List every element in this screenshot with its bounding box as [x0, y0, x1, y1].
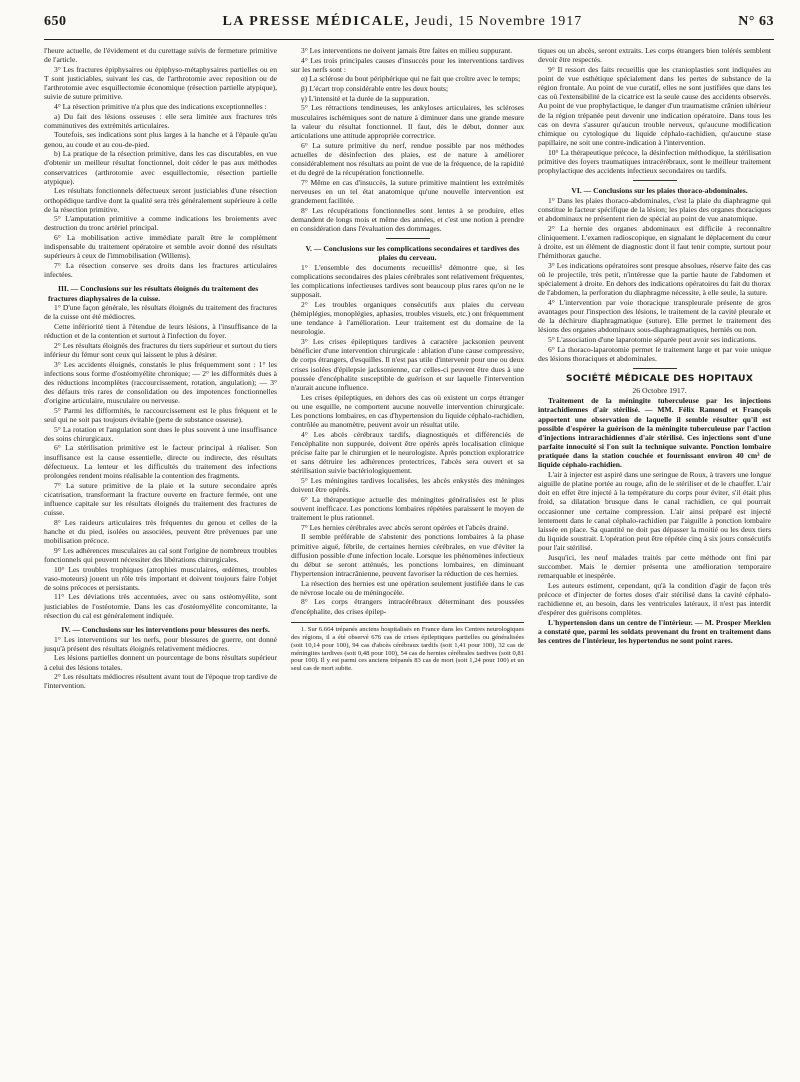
paragraph: 1° L'ensemble des documents recueillis¹ démontre que, si les complications secondaires des plaies cérébrales sont relativement fréquentes, les complications infectieuses tardives sont beaucoup plus rares qu'on ne le supposait. [291, 262, 524, 300]
paragraph: 2° La hernie des organes abdominaux est difficile à reconnaître cliniquement. L'examen radioscopique, en signalant le déplacement du cœur à droite, est un élément de diagnostic dont il faut tenir compte, surtout pour l'hémithorax gauche. [538, 223, 771, 261]
paragraph: 6° La mobilisation active immédiate paraît être le complément indispensable du traitement opératoire et semble avoir donné des résultats supérieurs à ceux de l'immobilisation (Willems). [44, 233, 277, 261]
paragraph: 2° Les résultats médiocres résultent avant tout de l'époque trop tardive de l'intervention. [44, 672, 277, 691]
paragraph: 5° Les rétractions tendineuses, les ankyloses articulaires, les scléroses musculaires ischémiques sont de nature à diminuer dans une grande mesure la valeur du résultat fonctionnel. Il faut, dès le début, donner aux articulations une attitude appropriée correctrice. [291, 103, 524, 140]
paragraph: β) L'écart trop considérable entre les deux bouts; [301, 84, 449, 94]
paragraph: 7° Même en cas d'insuccès, la suture primitive maintient les extrémités nerveuses en un tel état anatomique qu'une nouvelle intervention est grandement facilitée. [291, 177, 524, 205]
column-3 [538, 46, 771, 691]
section-heading-4: IV. — Conclusions sur les interventions pour blessures des nerfs. [61, 624, 270, 634]
paragraph: Les lésions partielles donnent un pourcentage de bons résultats supérieur à celui des lésions totales. [44, 653, 277, 672]
paragraph: 4° L'intervention par voie thoracique transpleurale présente de gros avantages pour l'inspection des lésions, le traitement de la cavité pleurale et de la déchirure diaphragmatique (suture). Elle permet le traitement des lésions des organes abdominaux sous-diaphragmatiques, herniés ou non. [538, 298, 771, 335]
paragraph: 3° Les fractures épiphysaires ou épiphyso-métaphysaires partielles ou en T sont justiciables, suivant les cas, de l'arthrotomie avec reposition ou de l'arthrotomie avec esquillectomie économique (résection partielle atypique), suivie de suture primitive. [44, 64, 277, 102]
section-divider [633, 368, 677, 369]
paragraph: 3° Les interventions ne doivent jamais être faites en milieu suppurant. [301, 46, 513, 55]
paragraph: L'air à injecter est aspiré dans une seringue de Roux, à travers une longue aiguille de platine portée au rouge, afin de le stériliser et de le chauffer. L'air doit en effet être injecté à la température du corps pour éviter, s'il était plus froid, sa dilatation brusque dans le canal rachidien, ce qui pourrait occasionner une certaine compression. L'air ainsi préparé est injecté lentement dans le canal céphalo-rachidien par l'aiguille à ponction lombaire laissée en place. Sa quantité ne doit pas dépasser la moitié ou les deux tiers du liquide soustrait. L'opération peut être répétée cinq à six jours consécutifs pour l'air stérilisé. [538, 470, 771, 553]
column-1 [44, 46, 277, 691]
paragraph: α) La sclérose du bout périphérique qui ne fait que croître avec le temps; [301, 74, 521, 84]
paragraph: 6° La thérapeutique actuelle des méningites généralisées est le plus souvent inefficace. Les ponctions lombaires répétées paraissent le moyen de traitement le plus rationnel. [291, 494, 524, 523]
issue-date: Jeudi, 15 Novembre 1917 [414, 14, 583, 29]
paragraph: 5° Les méningites tardives localisées, les abcès enkystés des méninges doivent être opérés. [291, 475, 524, 495]
paragraph: 2° Les troubles organiques consécutifs aux plaies du cerveau (hémiplégies, monoplégies, aphasies, troubles visuels, etc.) ont fréquemment une tendance à l'amélioration. Leur traitement est du domaine de la neurologie. [291, 299, 524, 337]
column-2 [291, 46, 524, 691]
paragraph: 6° La suture primitive du nerf, rendue possible par nos méthodes actuelles de désinfection des plaies, est de nature à améliorer considérablement nos résultats au point de vue de la fréquence, de la rapidité et du degré de la récupération fonctionnelle. [291, 140, 524, 178]
paragraph: 1° D'une façon générale, les résultats éloignés du traitement des fractures de la cuisse ont été médiocres. [44, 303, 277, 322]
paragraph: Cette infériorité tient à l'étendue de leurs lésions, à l'insuffisance de la réduction et de la contention et surtout à l'infection du foyer. [44, 321, 277, 341]
paragraph: 10° Les troubles trophiques (atrophies musculaires, œdèmes, troubles vaso-moteurs) jouent un rôle très important et doivent toujours faire l'objet de soins précoces et persistants. [44, 564, 277, 592]
paragraph: 8° Les corps étrangers intracérébraux déterminant des poussées d'encéphalite, des crises épilep- [291, 597, 524, 616]
section-heading-6: VI. — Conclusions sur les plaies thoraco-abdominales. [571, 186, 748, 196]
paragraph: 5° Parmi les difformités, le raccourcissement est le plus fréquent et le seul qui ne soit pas toujours évitable (perte de substance osseuse). [44, 405, 277, 424]
section-heading-3: III. — Conclusions sur les résultats éloignés du traitement des fractures diaphysaires de la cuisse. [48, 284, 259, 303]
paragraph: La résection des hernies est une opération seulement justifiée dans le cas de névrose locale ou de méningocèle. [291, 578, 524, 597]
paragraph: 4° La résection primitive n'a plus que des indications exceptionnelles : [54, 101, 267, 111]
society-date: 26 Octobre 1917. [632, 386, 687, 396]
society-heading: SOCIÉTÉ MÉDICALE DES HOPITAUX [565, 373, 754, 385]
article-title: Traitement de la méningite tuberculeuse par les injections intrachidiennes d'air stérilisé. — MM. Félix Ramond et François apportent une observation de laquelle il semble résulter qu'il est possible d'espérer la guérison de la méningite tuberculeuse par l'action d'injections intrarachidiennes d'air stérilisé. Ces injections sont d'une parfaite innocuité si l'on suit la technique suivante. Ponction lombaire pratiquée dans la station couchée et fournissant environ 40 cm³ de liquide céphalo-rachidien. [538, 396, 771, 470]
paragraph: Jusqu'ici, les neuf malades traités par cette méthode ont fini par succomber. Mais le dernier présenta une amélioration temporaire remarquable et inespérée. [538, 552, 771, 581]
paragraph: 10° La thérapeutique précoce, la désinfection méthodique, la stérilisation primitive des foyers traumatiques intracérébraux, sont le meilleur traitement prophylactique des accidents infectieux secondaires ou tardifs. [538, 147, 771, 176]
paragraph: 9° Les adhérences musculaires au cal sont l'origine de nombreux troubles fonctionnels qui peuvent nécessiter des libérations chirurgicales. [44, 545, 277, 564]
paragraph: γ) L'intensité et la durée de la suppuration. [301, 93, 430, 103]
section-divider [633, 180, 677, 181]
paragraph: Toutefois, ses indications sont plus larges à la hanche et à l'épaule qu'au genou, au coude et au cou-de-pied. [44, 130, 277, 149]
page-header [44, 14, 774, 40]
paragraph: a) Du fait des lésions osseuses : elle sera limitée aux fractures très comminutives des extrémités articulaires. [44, 111, 277, 130]
paragraph: 1° Les interventions sur les nerfs, pour blessures de guerre, ont donné jusqu'à présent des résultats éloignés relativement médiocres. [44, 634, 277, 653]
paragraph: 4° Les trois principales causes d'insuccès pour les interventions tardives sur les nerfs sont : [291, 55, 524, 74]
paragraph: 1° Dans les plaies thoraco-abdominales, c'est la plaie du diaphragme qui constitue le facteur spécifique de la lésion; les plaies des organes thoraciques et abdominaux ne présentent rien de spécial au point de vue anatomique. [538, 195, 771, 224]
masthead [223, 14, 583, 30]
paragraph: 4° Les abcès cérébraux tardifs, diagnostiqués et différenciés de l'encéphalite non suppurée, doivent être opérés après localisation clinique précise faite par le chirurgien et le neurologiste. Après ponction exploratrice et sans détruire les adhérences protectrices, l'abcès sera ouvert et sa stérilisation suivie bactériologiquement. [291, 429, 524, 476]
paragraph: 8° Les raideurs articulaires très fréquentes du genou et celles de la hanche et du pied, isolées ou associées, peuvent être prévenues par une mobilisation précoce. [44, 517, 277, 546]
footnote-text: 1. Sur 6.664 trépanés anciens hospitalisés en France dans les Centres neurologiques des régions, il a été observé 676 cas de crises épileptiques partielles ou généralisées (soit 10,14 pour 100), 94 cas d'abcès cérébraux tardifs (soit 1,41 pour 100), 32 cas de méningites tardives (soit 0,48 pour 100), 54 cas de hernies cérébrales tardives (soit 0,81 pour 100). Il y est parmi ces anciens trépanés 83 cas de mort (soit 1,24 pour 100) et un seul cas de mort subite. [291, 625, 524, 673]
paragraph: 3° Les indications opératoires sont presque absolues, réserve faite des cas où le projectile, très petit, n'intéresse que la partie haute de l'abdomen et spécialement à droite. En dehors des indications opératoires du fait du thorax de l'abdomen, la perforation du diaphragme nécessite, à elle seule, la suture. [538, 260, 771, 298]
article-columns [44, 46, 774, 691]
paragraph: 3° Les crises épileptiques tardives à caractère jacksonien peuvent bénéficier d'une intervention chirurgicale : ablation d'une cause compressive, de corps étrangers, d'esquilles. Il n'est pas utile d'intervenir pour une ou deux crises isolées d'épilepsie jacksonienne, car celles-ci peuvent être dues à une poussée d'encéphalite susceptible de guérison et sur laquelle l'intervention n'aurait aucune influence. [291, 337, 524, 392]
paragraph: 9° Il ressort des faits recueillis que les cranioplasties sont indiquées au point de vue esthétique spécialement dans les pertes de substance de la région frontale. Au point de vue curatif, elles ne sont justifiées que dans les cas où l'extensibilité de la cicatrice est la seule cause des accidents observés. Au point de vue prophylactique, le danger d'un traumatisme crânien ultérieur de la région trépanée peut devenir une indication opératoire. Dans tous les cas on devra s'assurer qu'aucun trouble nerveux, qu'aucune modification chimique ou cytologique du liquide céphalo-rachidien, qu'aucune stase papillaire, ne soit une contre-indication à l'intervention. [538, 64, 771, 148]
section-heading-5: V. — Conclusions sur les complications secondaires et tardives des plaies du cerveau. [305, 244, 520, 263]
paragraph: 7° Les hernies cérébrales avec abcès seront opérées et l'abcès drainé. [301, 522, 509, 532]
paragraph: b) La pratique de la résection primitive, dans les cas discutables, en vue d'obtenir un meilleur résultat fonctionnel, doit céder le pas aux méthodes conservatrices (arthrotomie avec esquillectomie, résection partielle atypique). [44, 149, 277, 186]
paragraph: 6° La thoraco-laparotomie permet le traitement large et par voie unique des lésions thoraciques et abdominales. [538, 344, 771, 363]
paragraph: 2° Les résultats éloignés des fractures du tiers supérieur et surtout du tiers inférieur du fémur sont ceux qui laissent le plus à désirer. [44, 340, 277, 359]
paragraph: Les résultats fonctionnels défectueux seront justiciables d'une résection orthopédique tardive dont la qualité sera très généralement supérieure à celle de la résection primitive. [44, 186, 277, 214]
paragraph: l'heure actuelle, de l'évidement et du curettage suivis de fermeture primitive de l'article. [44, 46, 277, 65]
paragraph: 8° Les récupérations fonctionnelles sont lentes à se produire, elles demandent de longs mois et même des années, et c'est une notion à prendre en considération dans l'évaluation des dommages. [291, 205, 524, 233]
issue-number: N° 63 [738, 14, 774, 29]
paragraph: Les crises épileptiques, en dehors des cas où existent un corps étranger ou une esquille, ne comportent aucune nouvelle intervention chirurgicale. Les ponctions lombaires, en cas d'hypertension du liquide céphalo-rachidien, contrôlée au manomètre, peuvent avoir un résultat utile. [291, 392, 524, 429]
paragraph: 6° La stérilisation primitive est le facteur principal à réaliser. Son insuffisance est la cause essentielle, directe ou indirecte, des résultats défectueux. La lenteur et les difficultés du traitement des infections prolongées rendent moins réalisable la contention des fragments. [44, 443, 277, 480]
paragraph: 5° L'amputation primitive a comme indications les broiements avec destruction du tronc artériel principal. [44, 214, 277, 233]
paragraph: 5° L'association d'une laparotomie séparée peut avoir ses indications. [548, 335, 757, 345]
paragraph: Les auteurs estiment, cependant, qu'à la condition d'agir de façon très précoce et d'injecter de fortes doses d'air stérilisé dans la cavité céphalo-rachidienne et, au besoin, dans les ventricules latéraux, il n'est pas interdit d'espérer des guérisons complètes. [538, 580, 771, 618]
article-title: L'hypertension dans un centre de l'intérieur. — M. Prosper Merklen a constaté que, parmi les soldats provenant du front en traitement dans les centres de l'intérieur, les hypertendus ne sont point rares. [538, 618, 771, 646]
paragraph: 3° Les accidents éloignés, constatés le plus fréquemment sont : 1° les infections sous forme d'ostéomyélite chronique; — 2° les difformités dues à des réductions incomplètes (raccourcissement, rotation, angulation); — 3° des défauts très rares de consolidation ou des impotences fonctionnelles d'origine articulaire, musculaire ou nerveuse. [44, 359, 277, 406]
paragraph: 7° La résection conserve ses droits dans les fractures articulaires infectées. [44, 261, 277, 280]
footnote [291, 622, 524, 673]
paragraph: Il semble préférable de s'abstenir des ponctions lombaires à la phase primitive aiguë, fébrile, de certaines hernies cérébrales, en vue d'éviter la diffusion possible d'une infection locale. Lorsque les phénomènes infectieux du début se seront atténués, les ponctions lombaires, en diminuant l'hypertension intracrânienne, peuvent favoriser la réduction de ces hernies. [291, 532, 524, 578]
paragraph: 7° La suture primitive de la plaie et la suture secondaire après cicatrisation, transformant la fracture ouverte en fracture fermée, ont une influence capitale sur les résultats éloignés du traitement des fractures de cuisse. [44, 480, 277, 518]
page-number: 650 [44, 14, 67, 29]
paragraph: 5° La rotation et l'angulation sont dues le plus souvent à une insuffisance des soins chirurgicaux. [44, 424, 277, 443]
journal-name: LA PRESSE MÉDICALE, [222, 14, 411, 29]
paragraph: tiques ou un abcès, seront extraits. Les corps étrangers bien tolérés semblent devoir être respectés. [538, 46, 771, 65]
paragraph: 11° Les déviations très accentuées, avec ou sans ostéomyélite, sont justiciables de l'ostéotomie. Dans les cas d'ostéomyélite concomitante, la résection du cal est généralement indiquée. [44, 592, 277, 620]
section-divider [386, 238, 430, 239]
